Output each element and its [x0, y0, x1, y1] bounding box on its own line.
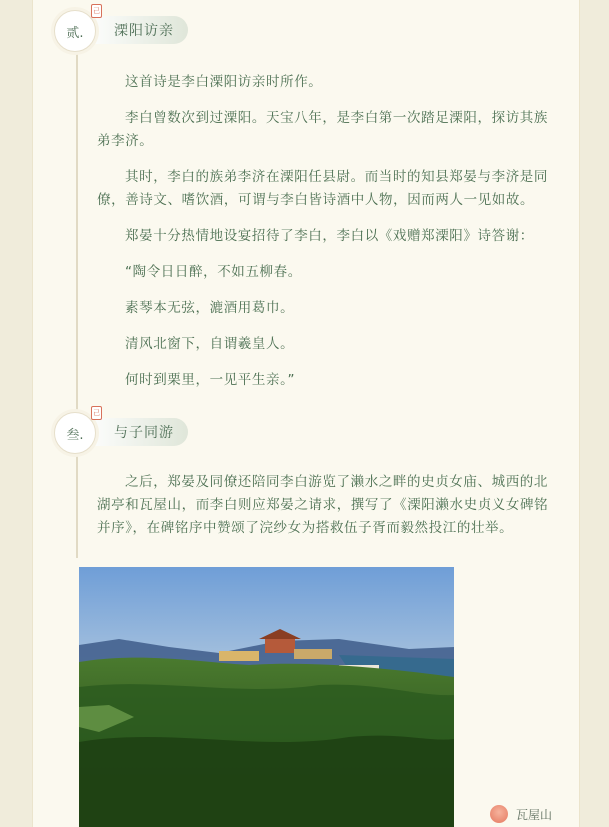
- poem-line: 清风北窗下，自谓羲皇人。: [125, 336, 295, 352]
- seal-icon: 己: [91, 406, 102, 420]
- seal-icon: 己: [91, 4, 102, 18]
- poem-line: 何时到栗里，一见平生亲。”: [125, 372, 296, 388]
- section-header-3: [54, 409, 194, 450]
- mountain-temple-photo: [79, 567, 454, 827]
- paragraph: 其时，李白的族弟李济在溧阳任县尉。而当时的知县郑晏与李济是同僚，善诗文、嗜饮酒，可谓与李白皆诗酒中人物，因而两人一见如故。: [97, 169, 548, 208]
- timeline-line: [76, 38, 78, 558]
- paragraph: 之后，郑晏及同僚还陪同李白游览了濑水之畔的史贞女庙、城西的北湖亭和瓦屋山，而李白则应郑晏之请求，撰写了《溧阳濑水史贞义女碑铭并序》，在碑铭序中赞颂了浣纱女为搭救伍子胥而毅然投江的壮举。: [97, 474, 549, 536]
- section-number-badge: 叁.: [54, 412, 96, 454]
- poem-line: “陶令日日醉，不如五柳春。: [125, 264, 302, 280]
- sun-icon: [490, 805, 508, 823]
- paragraph: 这首诗是李白溧阳访亲时所作。: [125, 74, 323, 90]
- section-title: 与子同游: [82, 418, 188, 446]
- landscape-image: [79, 567, 454, 827]
- section-title: 溧阳访亲: [82, 16, 188, 44]
- section-header-2: [54, 7, 194, 48]
- poem-line: 素琴本无弦，漉酒用葛巾。: [125, 300, 295, 316]
- paragraph: 李白曾数次到过溧阳。天宝八年，是李白第一次踏足溧阳，探访其族弟李济。: [97, 110, 548, 149]
- photo-caption: [490, 805, 552, 823]
- section-number-badge: 贰.: [54, 10, 96, 52]
- caption-text: 瓦屋山: [516, 807, 553, 822]
- paragraph: 郑晏十分热情地设宴招待了李白，李白以《戏赠郑溧阳》诗答谢：: [125, 228, 534, 244]
